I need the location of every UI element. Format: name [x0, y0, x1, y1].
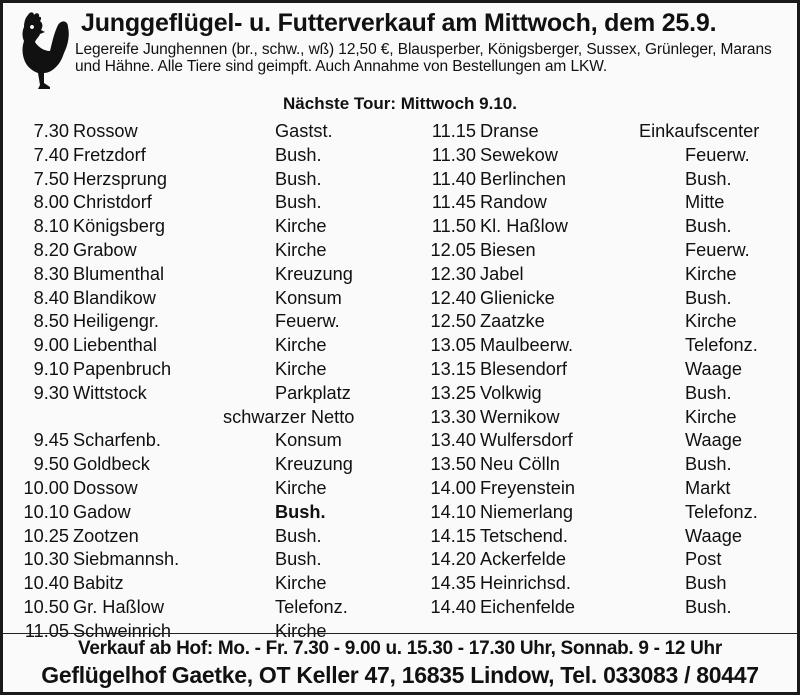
stop-time: 8.00	[33, 192, 69, 213]
stop-location: Post	[685, 549, 722, 570]
stop-time: 11.40	[431, 168, 476, 189]
schedule-row	[403, 169, 793, 193]
schedule-row	[403, 573, 793, 597]
schedule-row	[403, 502, 793, 526]
stop-time: 13.25	[430, 382, 476, 403]
stop-village: Königsberg	[73, 216, 166, 237]
stop-village: Zaatzke	[480, 311, 545, 332]
stop-location: Feuerw.	[685, 144, 750, 165]
stop-time: 14.20	[430, 549, 476, 570]
stop-location: Bush.	[275, 549, 322, 570]
stop-location: Telefonz.	[685, 335, 758, 356]
stop-village: Freyenstein	[480, 477, 576, 498]
stop-village: Maulbeerw.	[480, 335, 574, 356]
stop-location: Kirche	[275, 239, 327, 260]
stop-time: 12.05	[430, 239, 476, 260]
stop-location: Telefonz.	[685, 501, 758, 522]
stop-time: 11.45	[431, 192, 476, 213]
ad-title: Junggeflügel- u. Futterverkauf am Mittwoch, dem 25.9.	[81, 9, 717, 37]
stop-location: Konsum	[275, 430, 342, 451]
schedule-row	[3, 311, 383, 335]
stop-location: Telefonz.	[275, 596, 348, 617]
ad-description: Legereife Junghennen (br., schw., wß) 12,50 €, Blausperber, Königsberger, Sussex, Grünleger, Marans und Hähne. Alle Tiere sind geimpft. Auch Annahme von Bestellungen am LKW.	[75, 41, 772, 75]
stop-location: Bush.	[685, 168, 732, 189]
stop-village: Randow	[480, 192, 547, 213]
stop-time: 14.15	[430, 525, 476, 546]
stop-location: Konsum	[275, 287, 342, 308]
stop-location: Bush.	[275, 168, 322, 189]
stop-village: Ackerfelde	[480, 549, 566, 570]
stop-village: Heinrichsd.	[480, 573, 571, 594]
stop-time: 9.00	[33, 335, 69, 356]
stop-village: Goldbeck	[73, 454, 150, 475]
stop-village: Berlinchen	[480, 168, 566, 189]
stop-time: 11.50	[431, 216, 476, 237]
stop-location: Markt	[685, 477, 731, 498]
stop-time: 8.20	[33, 239, 69, 260]
schedule-row	[3, 145, 383, 169]
schedule-row	[3, 573, 383, 597]
stop-time: 14.35	[430, 573, 476, 594]
farm-contact: Geflügelhof Gaetke, OT Keller 47, 16835 Lindow, Tel. 033083 / 80447	[41, 662, 759, 688]
stop-location: Waage	[685, 525, 742, 546]
stop-location: Parkplatz	[275, 382, 351, 403]
schedule-row	[403, 121, 793, 145]
schedule-row	[3, 383, 383, 407]
schedule-row	[3, 454, 383, 478]
stop-time: 13.50	[430, 454, 476, 475]
stop-village: Blesendorf	[480, 358, 567, 379]
schedule-row	[3, 121, 383, 145]
stop-time: 13.05	[430, 335, 476, 356]
stop-location: Kreuzung	[275, 454, 353, 475]
stop-time: 8.40	[33, 287, 69, 308]
divider	[3, 633, 797, 634]
stop-village: Tetschend.	[480, 525, 568, 546]
stop-time: 8.30	[33, 263, 69, 284]
stop-time: 12.30	[430, 263, 476, 284]
stop-time: 7.40	[33, 144, 69, 165]
schedule-note-row	[3, 407, 383, 431]
stop-village: Blandikow	[73, 287, 156, 308]
schedule-row	[3, 216, 383, 240]
schedule-row	[403, 430, 793, 454]
stop-location: Kirche	[275, 216, 327, 237]
schedule-column-right	[403, 121, 793, 621]
stop-village: Glienicke	[480, 287, 555, 308]
stop-time: 10.30	[23, 549, 69, 570]
stop-village: Herzsprung	[73, 168, 168, 189]
stop-time: 13.15	[430, 358, 476, 379]
schedule-row	[3, 478, 383, 502]
stop-location: Bush.	[685, 287, 732, 308]
stop-location: Einkaufscenter	[639, 121, 760, 141]
stop-location: Kirche	[275, 358, 327, 379]
stop-village: Volkwig	[480, 382, 542, 403]
stop-village: Dranse	[480, 121, 539, 141]
schedule-row	[3, 288, 383, 312]
stop-location: Kirche	[685, 311, 737, 332]
stop-location: Feuerw.	[685, 239, 750, 260]
stop-time: 14.00	[430, 477, 476, 498]
stop-location: Bush.	[275, 192, 322, 213]
schedule-row	[403, 288, 793, 312]
stop-village: Wulfersdorf	[480, 430, 573, 451]
stop-village: Biesen	[480, 239, 536, 260]
stop-location: Waage	[685, 358, 742, 379]
stop-time: 10.40	[23, 573, 69, 594]
stop-location: Bush.	[685, 216, 732, 237]
schedule-row	[403, 335, 793, 359]
stop-time: 13.30	[430, 406, 476, 427]
schedule-row	[403, 264, 793, 288]
stop-time: 10.10	[23, 501, 69, 522]
schedule-row	[403, 526, 793, 550]
stop-village: Eichenfelde	[480, 596, 576, 617]
schedule-row	[403, 549, 793, 573]
stop-village: Dossow	[73, 477, 138, 498]
schedule-row	[403, 597, 793, 621]
stop-location: Mitte	[685, 192, 725, 213]
stop-time: 11.05	[24, 620, 69, 641]
schedule-row	[3, 192, 383, 216]
schedule-row	[403, 478, 793, 502]
schedule-row	[3, 549, 383, 573]
stop-village: Fretzdorf	[73, 144, 146, 165]
stop-time: 12.40	[430, 287, 476, 308]
stop-time: 13.40	[430, 430, 476, 451]
stop-village: Blumenthal	[73, 263, 164, 284]
stop-time: 14.10	[430, 501, 476, 522]
stop-village: Gadow	[73, 501, 131, 522]
schedule-row	[3, 502, 383, 526]
schedule-row	[403, 192, 793, 216]
schedule-row	[3, 359, 383, 383]
stop-village: Papenbruch	[73, 358, 172, 379]
schedule-row	[3, 169, 383, 193]
schedule-row	[403, 145, 793, 169]
stop-time: 11.30	[431, 144, 476, 165]
schedule-row	[3, 264, 383, 288]
stop-location: Gastst.	[275, 121, 333, 141]
schedule-row	[3, 335, 383, 359]
stop-time: 10.00	[23, 477, 69, 498]
stop-location: Waage	[685, 430, 742, 451]
stop-location: Bush.	[685, 454, 732, 475]
stop-village: Liebenthal	[73, 335, 157, 356]
stop-village: Siebmannsh.	[73, 549, 180, 570]
stop-village: Wittstock	[73, 382, 147, 403]
stop-time: 7.30	[33, 121, 69, 141]
schedule-row	[403, 407, 793, 431]
stop-village: Zootzen	[73, 525, 139, 546]
stop-village: Scharfenb.	[73, 430, 161, 451]
stop-location: Bush.	[275, 525, 322, 546]
farm-sale-hours: Verkauf ab Hof: Mo. - Fr. 7.30 - 9.00 u. 15.30 - 17.30 Uhr, Sonnab. 9 - 12 Uhr	[78, 638, 722, 659]
stop-location-note: schwarzer Netto	[223, 406, 355, 427]
stop-village: Rossow	[73, 121, 138, 141]
stop-location: Bush	[685, 573, 727, 594]
stop-location: Kirche	[685, 263, 737, 284]
stop-time: 9.30	[33, 382, 69, 403]
stop-village: Sewekow	[480, 144, 558, 165]
stop-time: 8.10	[33, 216, 69, 237]
stop-village: Wernikow	[480, 406, 560, 427]
stop-village: Babitz	[73, 573, 124, 594]
schedule-row	[403, 311, 793, 335]
stop-time: 10.25	[23, 525, 69, 546]
stop-village: Grabow	[73, 239, 137, 260]
stop-village: Niemerlang	[480, 501, 573, 522]
stop-time: 11.15	[431, 121, 476, 141]
stop-location: Kreuzung	[275, 263, 353, 284]
stop-time: 9.45	[33, 430, 69, 451]
stop-village: Heiligengr.	[73, 311, 159, 332]
schedule-row	[3, 240, 383, 264]
stop-location: Feuerw.	[275, 311, 340, 332]
schedule-row	[403, 216, 793, 240]
schedule-row	[403, 359, 793, 383]
stop-time: 14.40	[430, 596, 476, 617]
schedule-row	[3, 430, 383, 454]
stop-location: Kirche	[275, 620, 327, 641]
stop-village: Neu Cölln	[480, 454, 560, 475]
stop-village: Jabel	[480, 263, 524, 284]
rooster-icon	[8, 11, 70, 91]
stop-location: Kirche	[275, 573, 327, 594]
stop-location: Bush.	[275, 144, 322, 165]
stop-time: 7.50	[33, 168, 69, 189]
stop-location: Bush.	[275, 501, 326, 522]
stop-time: 8.50	[33, 311, 69, 332]
stop-village: Gr. Haßlow	[73, 596, 164, 617]
stop-time: 9.10	[33, 358, 69, 379]
stop-village: Schweinrich	[73, 620, 172, 641]
next-tour: Nächste Tour: Mittwoch 9.10.	[283, 94, 517, 113]
schedule-row	[403, 454, 793, 478]
stop-time: 9.50	[33, 454, 69, 475]
stop-location: Kirche	[275, 335, 327, 356]
stop-time: 10.50	[23, 596, 69, 617]
schedule-column-left	[3, 121, 383, 645]
stop-location: Bush.	[685, 596, 732, 617]
schedule-row	[403, 383, 793, 407]
stop-time: 12.50	[430, 311, 476, 332]
schedule-row	[3, 526, 383, 550]
stop-location: Kirche	[685, 406, 737, 427]
stop-location: Kirche	[275, 477, 327, 498]
schedule-row	[3, 597, 383, 621]
schedule-row	[403, 240, 793, 264]
stop-village: Christdorf	[73, 192, 152, 213]
stop-location: Bush.	[685, 382, 732, 403]
stop-village: Kl. Haßlow	[480, 216, 568, 237]
